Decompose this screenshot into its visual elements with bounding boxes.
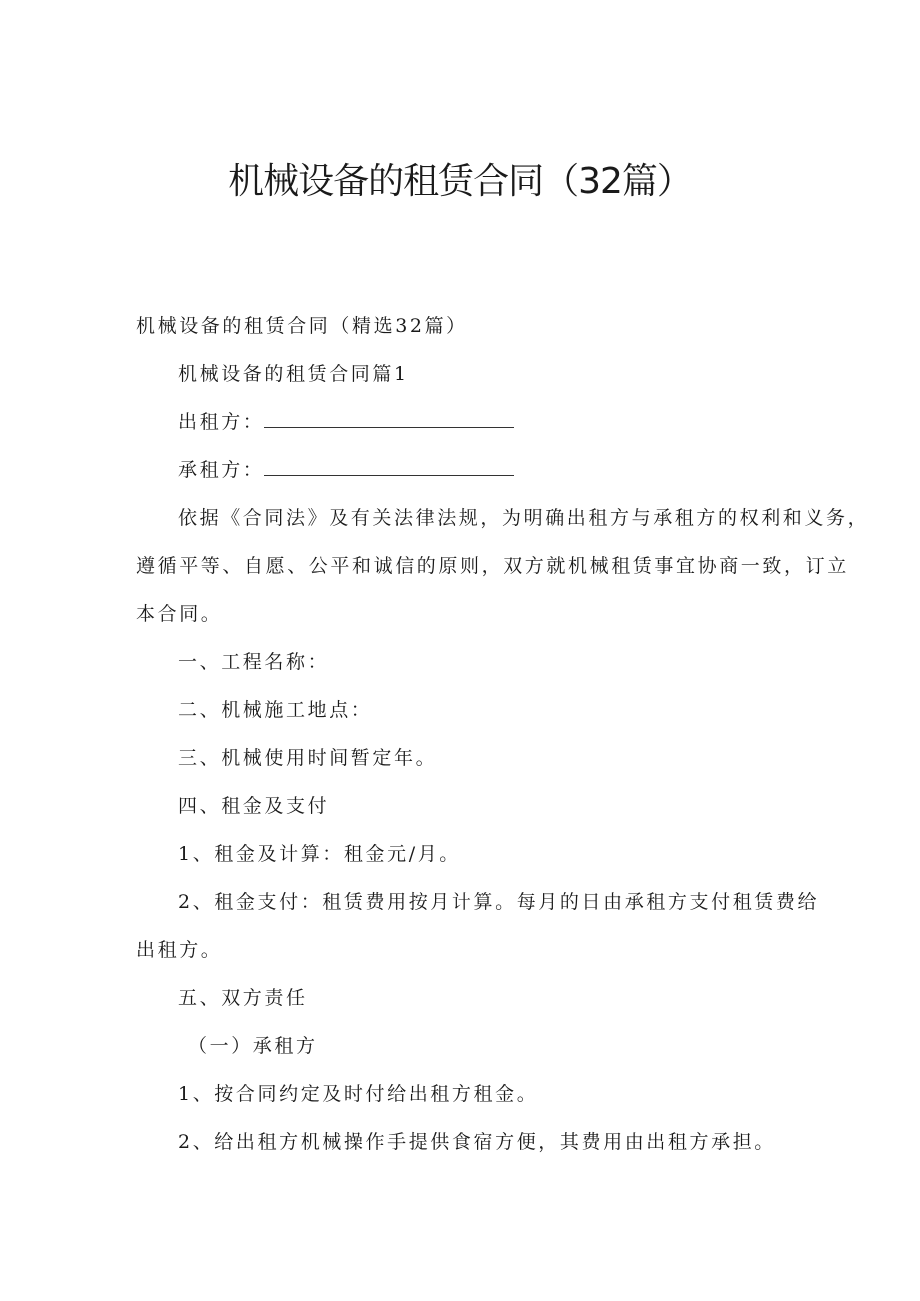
- item-rent-pay-line-2: 出租方。: [136, 939, 223, 961]
- intro-line-1: 依据《合同法》及有关法律法规，为明确出租方与承租方的权利和义务，: [178, 507, 870, 529]
- document-subtitle: 机械设备的租赁合同（精选32篇）: [136, 315, 468, 337]
- lessee-line: [178, 455, 514, 485]
- item-lessee-duty-1: 1、按合同约定及时付给出租方租金。: [178, 1083, 539, 1105]
- item-usage-time: 三、机械使用时间暂定年。: [178, 747, 438, 769]
- lessor-line: [178, 407, 514, 437]
- item-rent-pay-line-1: 2、租金支付：租赁费用按月计算。每月的日由承租方支付租赁费给: [178, 891, 820, 913]
- intro-line-2: 遵循平等、自愿、公平和诚信的原则，双方就机械租赁事宜协商一致，订立: [136, 555, 849, 577]
- intro-line-3: 本合同。: [136, 603, 223, 625]
- lessee-label: 承租方：: [178, 459, 265, 481]
- item-responsibilities: 五、双方责任: [178, 987, 308, 1009]
- item-lessee-duty-2: 2、给出租方机械操作手提供食宿方便，其费用由出租方承担。: [178, 1131, 776, 1153]
- item-project-name: 一、工程名称：: [178, 651, 330, 673]
- item-construction-site: 二、机械施工地点：: [178, 699, 373, 721]
- lessee-blank: [264, 457, 514, 476]
- lessor-blank: [264, 409, 514, 428]
- item-rent-payment: 四、租金及支付: [178, 795, 330, 817]
- lessor-label: 出租方：: [178, 411, 265, 433]
- item-lessee-heading: （一）承租方: [188, 1035, 318, 1057]
- section-heading: 机械设备的租赁合同篇1: [178, 363, 409, 385]
- page-title: 机械设备的租赁合同（32篇）: [228, 161, 692, 202]
- item-rent-calc: 1、租金及计算：租金元/月。: [178, 843, 461, 865]
